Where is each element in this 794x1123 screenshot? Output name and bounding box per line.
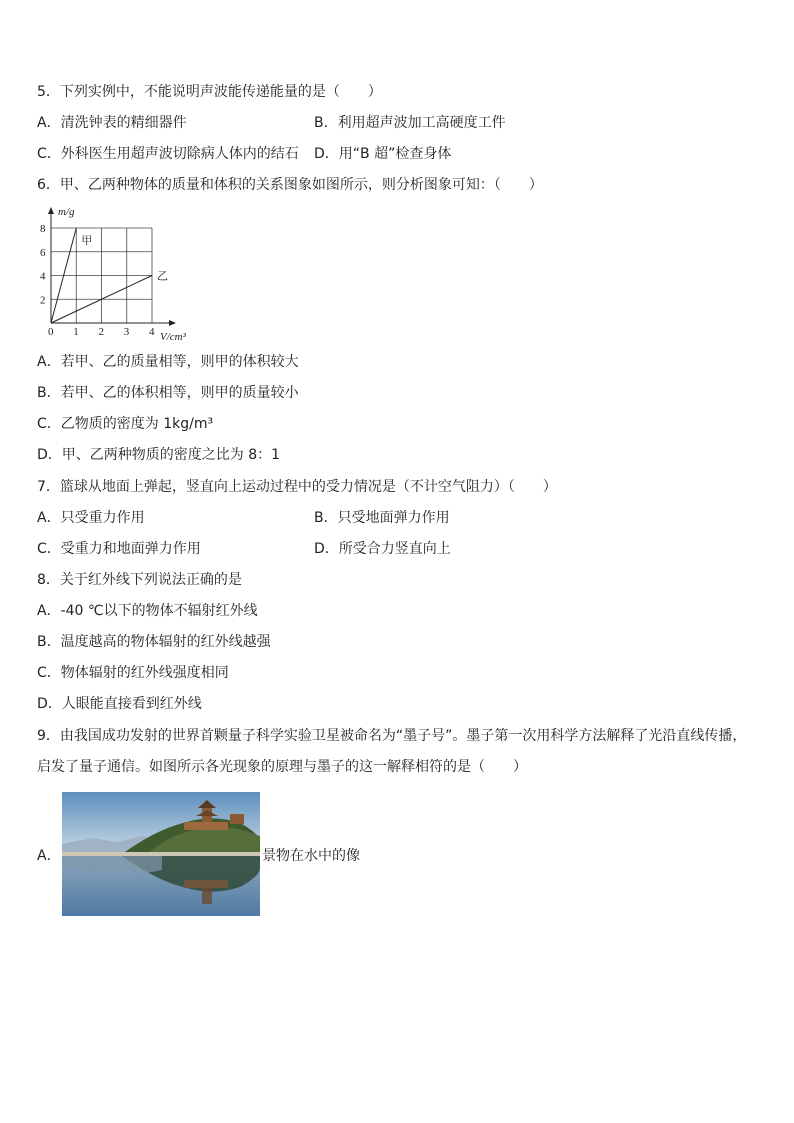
x-tick-label: 2 <box>98 326 104 338</box>
x-tick-label: 1 <box>73 326 79 338</box>
q6-option-a[interactable]: A．若甲、乙的质量相等，则甲的体积较大 <box>37 354 299 370</box>
q9-stem-line1: 9．由我国成功发射的世界首颗量子科学实验卫星被命名为“墨子号”。墨子第一次用科学方法解释了光沿直线传播， <box>37 728 747 744</box>
q6-stem: 6．甲、乙两种物体的质量和体积的关系图象如图所示，则分析图象可知：（ ） <box>37 177 543 193</box>
q6-option-b[interactable]: B．若甲、乙的体积相等，则甲的质量较小 <box>37 385 299 401</box>
q9-option-a-text[interactable]: 景物在水中的像 <box>262 848 360 864</box>
x-tick-label: 4 <box>149 326 155 338</box>
chart-axes <box>48 207 176 326</box>
q8-option-d[interactable]: D．人眼能直接看到红外线 <box>37 696 202 712</box>
q5-option-c[interactable]: C．外科医生用超声波切除病人体内的结石 <box>37 146 299 162</box>
y-axis-arrow <box>48 207 54 214</box>
q5-stem: 5．下列实例中，不能说明声波能传递能量的是（ ） <box>37 84 382 100</box>
q5-option-b[interactable]: B．利用超声波加工高硬度工件 <box>314 115 506 131</box>
x-tick-label: 0 <box>48 326 54 338</box>
q7-stem: 7．篮球从地面上弹起，竖直向上运动过程中的受力情况是（不计空气阻力）（ ） <box>37 479 557 495</box>
lake-reflection-photo <box>62 792 260 916</box>
q5-option-d[interactable]: D．用“B 超”检查身体 <box>314 146 452 162</box>
mass-volume-chart <box>36 203 196 345</box>
x-tick-label: 3 <box>123 326 130 338</box>
q8-option-a[interactable]: A．-40 ℃以下的物体不辐射红外线 <box>37 603 258 619</box>
q8-option-b[interactable]: B．温度越高的物体辐射的红外线越强 <box>37 634 271 650</box>
y-tick-label: 8 <box>40 223 46 235</box>
series-label-1: 乙 <box>157 269 168 283</box>
y-tick-label: 2 <box>40 294 46 307</box>
chart-ticks <box>40 223 155 338</box>
q9-option-a-letter[interactable]: A． <box>37 848 61 864</box>
q8-option-c[interactable]: C．物体辐射的红外线强度相同 <box>37 665 229 681</box>
x-axis-arrow <box>169 320 176 326</box>
q5-option-a[interactable]: A．清洗钟表的精细器件 <box>37 115 187 131</box>
q6-option-d[interactable]: D．甲、乙两种物质的密度之比为 8：1 <box>37 447 281 463</box>
series-label-0: 甲 <box>81 234 93 247</box>
q7-option-a[interactable]: A．只受重力作用 <box>37 510 145 526</box>
q8-stem: 8．关于红外线下列说法正确的是 <box>37 572 242 588</box>
q9-stem-line2: 启发了量子通信。如图所示各光现象的原理与墨子的这一解释相符的是（ ） <box>37 759 527 775</box>
chart-grid <box>51 228 152 323</box>
q6-option-c[interactable]: C．乙物质的密度为 1kg/m³ <box>37 416 214 432</box>
y-tick-label: 4 <box>40 270 46 283</box>
q7-option-b[interactable]: B．只受地面弹力作用 <box>314 510 450 526</box>
x-axis-label: V/cm³ <box>160 331 186 343</box>
q7-option-c[interactable]: C．受重力和地面弹力作用 <box>37 541 201 557</box>
y-axis-label: m/g <box>58 206 75 218</box>
y-tick-label: 6 <box>40 246 46 259</box>
q7-option-d[interactable]: D．所受合力竖直向上 <box>314 541 451 557</box>
